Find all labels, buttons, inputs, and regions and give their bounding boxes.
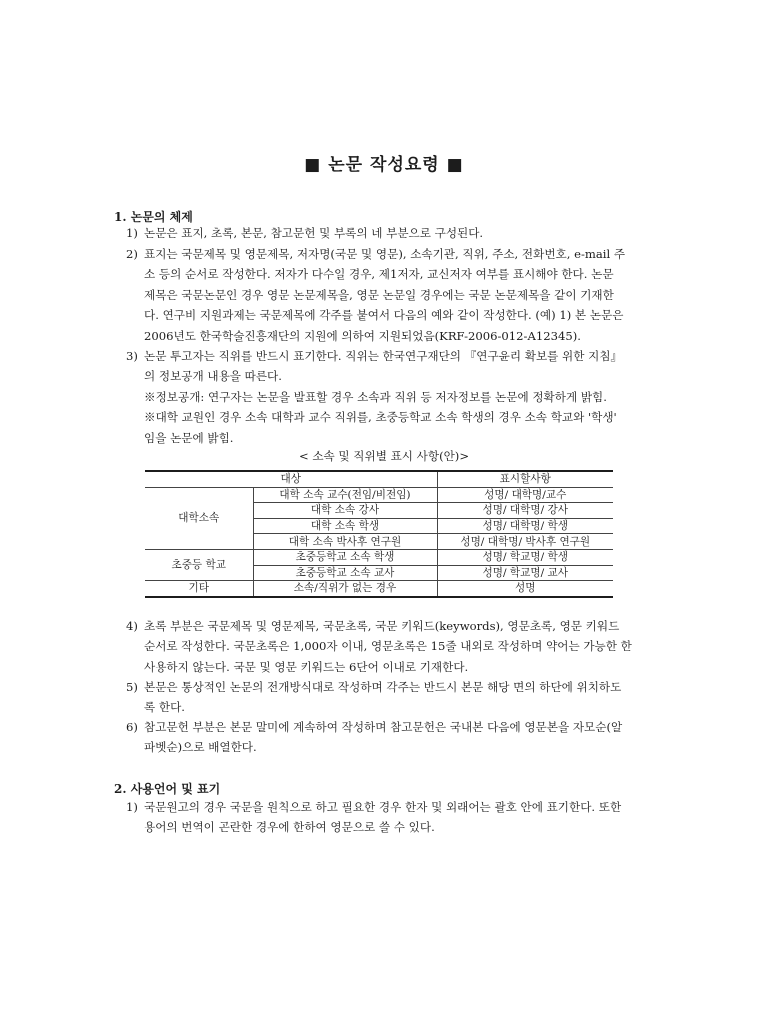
table-group-label: 기타 [145,581,253,597]
item-text [144,717,646,758]
table-cell: 대학 소속 교수(전임/비전임) [253,487,437,503]
text-line: 의 정보공개 내용을 따른다. [144,369,282,384]
text-line: 사용하지 않는다. 국문 및 영문 키워드는 6단어 이내로 기재한다. [144,659,469,674]
text-line: 소 등의 순서로 작성한다. 저자가 다수일 경우, 제1저자, 교신저자 여부를 표시해야 한다. 논문 [144,267,614,282]
text-line: 국문원고의 경우 국문을 원칙으로 하고 필요한 경우 한자 및 외래어는 괄호 안에 표기한다. 또한 [144,800,622,814]
table-cell: 소속/직위가 없는 경우 [253,581,437,597]
item-number: 4) [126,619,138,633]
info-notes [144,387,658,448]
text-line: 순서로 작성한다. 국문초록은 1,000자 이내, 영문초록은 15줄 내외로 작성하며 약어는 가능한 한 [144,639,632,654]
text-line: 논문 투고자는 직위를 반드시 표기한다. 직위는 한국연구재단의 『연구윤리 확보를 위한 지침』 [144,349,623,363]
table-row [145,549,613,565]
table-caption: < 소속 및 직위별 표시 사항(안)> [298,449,470,463]
table-group-label: 초중등 학교 [145,549,253,580]
table-row [145,487,613,503]
text-line: 본문은 통상적인 논문의 전개방식대로 작성하며 각주는 반드시 본문 해당 면의 하단에 위치하도 [144,680,622,694]
text-line: 록 한다. [144,700,185,715]
table-cell: 성명/ 학교명/ 학생 [437,549,613,565]
section-2-heading: 2. 사용언어 및 표기 [114,782,221,796]
affiliation-table [145,470,613,598]
table-cell: 성명/ 대학명/ 박사후 연구원 [437,534,613,550]
note-line: 임을 논문에 밝힘. [144,430,234,445]
item-text [144,244,646,346]
text-line: 표지는 국문제목 및 영문제목, 저자명(국문 및 영문), 소속기관, 직위, 주소, 전화번호, e-mail 주 [144,247,626,261]
table-cell: 성명/ 대학명/교수 [437,487,613,503]
item-text [144,616,646,677]
section-1-heading: 1. 논문의 체제 [114,210,193,224]
text-line: 참고문헌 부분은 본문 말미에 계속하여 작성하며 참고문헌은 국내본 다음에 영문본을 자모순(알 [144,720,623,734]
item-text [144,223,642,243]
item-number: 2) [126,247,138,261]
item-number: 1) [126,800,138,814]
table-header-row [145,471,613,487]
table-cell: 성명 [437,581,613,597]
text-line: 파벳순)으로 배열한다. [144,740,257,755]
item-number: 1) [126,226,138,240]
text-line: 초록 부분은 국문제목 및 영문제목, 국문초록, 국문 키워드(keywords), 영문초록, 영문 키워드 [144,619,620,633]
table-cell: 성명/ 학교명/ 교사 [437,565,613,581]
item-text [144,677,646,718]
item-number: 6) [126,720,138,734]
note-line: ※대학 교원인 경우 소속 대학과 교수 직위를, 초중등학교 소속 학생의 경우 소속 학교와 '학생' [144,410,617,425]
text-line: 제목은 국문논문인 경우 영문 논문제목을, 영문 논문일 경우에는 국문 논문제목을 같이 기재한 [144,287,614,302]
document-title: ■ 논문 작성요령 ■ [304,155,464,175]
text-line: 논문은 표지, 초록, 본문, 참고문헌 및 부록의 네 부분으로 구성된다. [144,226,484,240]
table-cell: 대학 소속 박사후 연구원 [253,534,437,550]
table-header-cell: 대상 [145,471,437,487]
table-cell: 대학 소속 강사 [253,503,437,519]
table-group-label: 대학소속 [145,487,253,549]
item-text [144,797,646,838]
table-cell: 초중등학교 소속 교사 [253,565,437,581]
table-cell: 성명/ 대학명/ 강사 [437,503,613,519]
text-line: 용어의 번역이 곤란한 경우에 한하여 영문으로 쓸 수 있다. [144,820,435,835]
table-cell: 대학 소속 학생 [253,518,437,534]
table-header-cell: 표시할사항 [437,471,613,487]
item-number: 5) [126,680,138,694]
item-text [144,346,646,387]
note-line: ※정보공개: 연구자는 논문을 발표할 경우 소속과 직위 등 저자정보를 논문에 정확하게 밝힘. [144,390,607,404]
table-cell: 초중등학교 소속 학생 [253,549,437,565]
item-number: 3) [126,349,138,363]
table-row [145,581,613,597]
text-line: 다. 연구비 지원과제는 국문제목에 각주를 붙여서 다음의 예와 같이 작성한다. (예) 1) 본 논문은 [144,308,624,323]
table-cell: 성명/ 대학명/ 학생 [437,518,613,534]
text-line: 2006년도 한국학술진흥재단의 지원에 의하여 지원되었음(KRF-2006-012-A12345). [144,328,581,343]
